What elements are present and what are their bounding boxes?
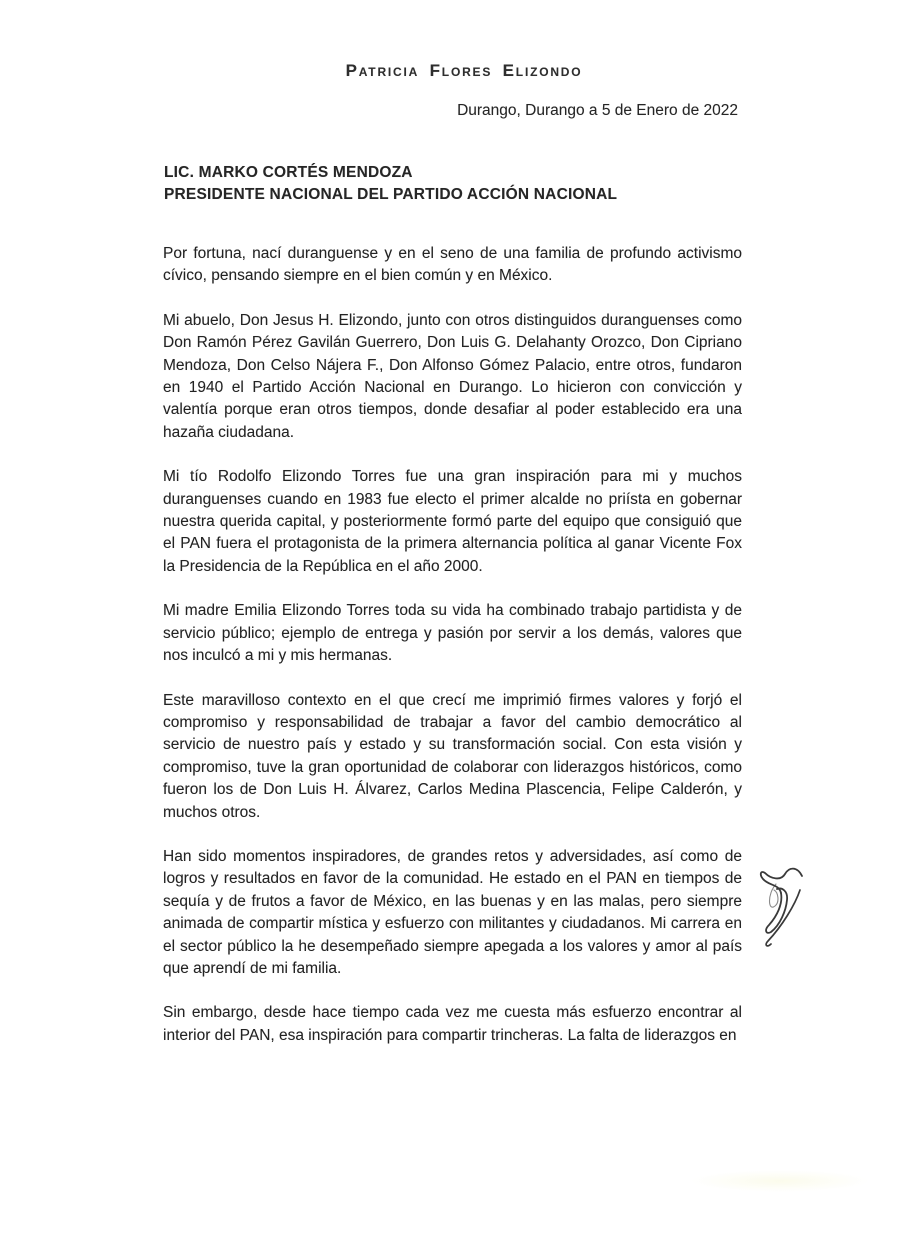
paragraph-1: Por fortuna, nací duranguense y en el seno de una familia de profundo activismo cívico, pensando siempre en el bien común y en México. [163,245,742,285]
paragraph-5: Este maravilloso contexto en el que crecí me imprimió firmes valores y forjó el compromiso y responsabilidad de trabajar a favor del cambio democrático al servicio de nuestro país y estado y su transformación social. Con esta visión y compromiso, tuve la gran oportunidad de colaborar con liderazgos históricos, como fueron los de Don Luis H. Álvarez, Carlos Medina Plascencia, Felipe Calderón, y muchos otros. [163,691,742,821]
paragraph-7: Sin embargo, desde hace tiempo cada vez me cuesta más esfuerzo encontrar al interior del PAN, esa inspiración para compartir trincheras. La falta de liderazgos en [163,1004,742,1044]
recipient-name: LIC. MARKO CORTÉS MENDOZA [164,164,413,181]
paragraph-6: Han sido momentos inspiradores, de grandes retos y adversidades, así como de logros y resultados en favor de la comunidad. He estado en el PAN en tiempos de sequía y de frutos a favor de México, en las buenas y en las malas, pero siempre animada de compartir mística y esfuerzo con militantes y ciudadanos. Mi carrera en el sector público la he desempeñado siempre apegada a los valores y amor al país que aprendí de mi familia. [163,847,742,977]
letter-body [163,243,742,1069]
recipient-title: PRESIDENTE NACIONAL DEL PARTIDO ACCIÓN NACIONAL [164,185,618,203]
recipient-block [164,162,617,205]
paragraph-3: Mi tío Rodolfo Elizondo Torres fue una gran inspiración para mi y muchos duranguenses cuando en 1983 fue electo el primer alcalde no priísta en gobernar nuestra querida capital, y posteriormente formó parte del equipo que consiguió que el PAN fuera el protagonista de la primera alternancia política al ganar Vicente Fox la Presidencia de la República en el año 2000. [163,468,742,575]
handwritten-rubric-icon [756,862,806,952]
paragraph-2: Mi abuelo, Don Jesus H. Elizondo, junto con otros distinguidos duranguenses como Don Ramón Pérez Gavilán Guerrero, Don Luis G. Delahanty Orozco, Don Cipriano Mendoza, Don Celso Nájera F., Don Alfonso Gómez Palacio, entre otros, fundaron en 1940 el Partido Acción Nacional en Durango. Lo hicieron con convicción y valentía porque eran otros tiempos, donde desafiar al poder establecido era una hazaña ciudadana. [163,311,742,441]
paragraph-4: Mi madre Emilia Elizondo Torres toda su vida ha combinado trabajo partidista y de servicio público; ejemplo de entrega y pasión por servir a los demás, valores que nos inculcó a mi y mis hermanas. [163,602,742,665]
dateline: Durango, Durango a 5 de Enero de 2022 [457,102,738,119]
scan-artifact [690,1170,870,1192]
letterhead-name: Patricia Flores Elizondo [345,61,583,80]
